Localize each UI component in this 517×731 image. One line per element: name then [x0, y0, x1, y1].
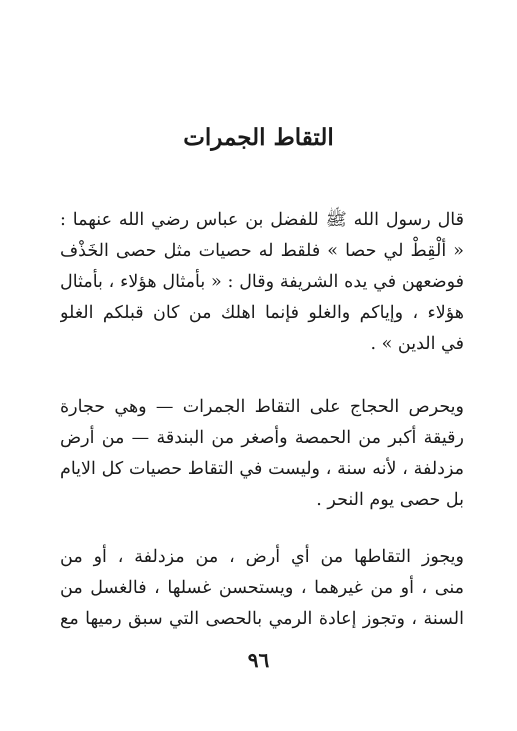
- paragraph-1: [60, 205, 464, 360]
- text-line: منى ، أو من غيرهما ، ويستحسن غسلها ، فالغسل من: [60, 578, 464, 598]
- page-number: ٩٦: [247, 648, 270, 672]
- text-line: رقيقة أكبر من الحمصة وأصغر من البندقة — من أرض: [60, 428, 464, 448]
- paragraph-3: [60, 542, 464, 635]
- text-line: قال رسول الله ﷺ للفضل بن عباس رضي الله عنهما :: [60, 210, 464, 230]
- page-title: التقاط الجمرات: [183, 124, 334, 151]
- text-line: بل حصى يوم النحر .: [316, 490, 464, 510]
- paragraph-2: [60, 392, 464, 516]
- text-line: « ألْقِطْ لي حصا » فلقط له حصيات مثل حصى الخَذْف: [60, 241, 464, 261]
- text-line: فوضعهن في يده الشريفة وقال : « بأمثال هؤلاء ، بأمثال: [60, 272, 464, 292]
- text-line: السنة ، وتجوز إعادة الرمي بالحصى التي سبق رميها مع: [60, 609, 464, 629]
- text-line: في الدين » .: [370, 334, 464, 354]
- text-line: هؤلاء ، وإياكم والغلو فإنما اهلك من كان قبلكم الغلو: [60, 303, 464, 323]
- text-line: ويحرص الحجاج على التقاط الجمرات — وهي حجارة: [60, 397, 464, 417]
- text-line: ويجوز التقاطها من أي أرض ، من مزدلفة ، أو من: [60, 547, 464, 567]
- text-line: مزدلفة ، لأنه سنة ، وليست في التقاط حصيات كل الايام: [60, 459, 464, 479]
